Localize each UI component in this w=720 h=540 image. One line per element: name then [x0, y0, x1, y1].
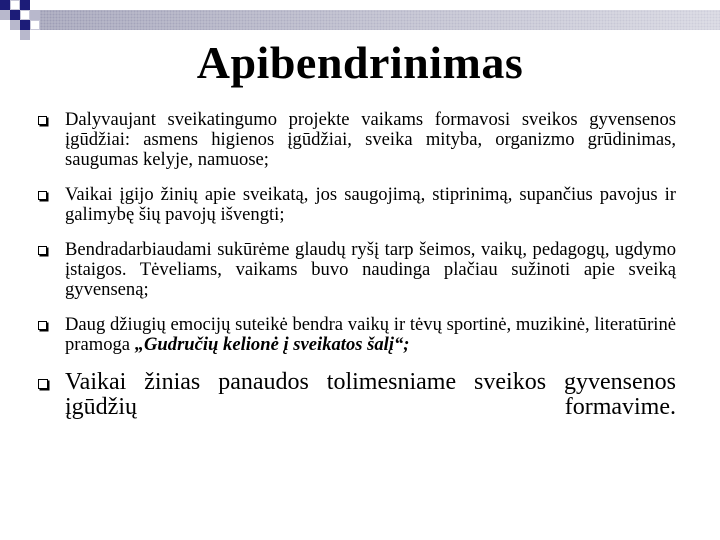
- hollow-square-icon: [38, 379, 48, 389]
- list-item: [36, 240, 676, 300]
- slide-title: Apibendrinimas: [196, 37, 524, 88]
- hollow-square-icon: [38, 321, 47, 330]
- list-item: [36, 185, 676, 225]
- bullet-text: Bendradarbiaudami sukūrėme glaudų ryšį tarp šeimos, vaikų, pedagogų, ugdymo įstaigos. Tėveliams, vaikams buvo naudinga plačiau sužinoti apie sveiką gyvenseną;: [65, 239, 676, 300]
- bullet-list: [36, 110, 676, 460]
- list-item: [36, 315, 676, 355]
- bullet-text: Vaikai žinias panaudos tolimesniame sveikos gyvensenos įgūdžių formavime.: [65, 369, 676, 420]
- list-item: [36, 110, 676, 170]
- bullet-text: [65, 314, 676, 355]
- list-item: [36, 370, 676, 445]
- hollow-square-icon: [38, 116, 47, 125]
- header-bar-shade: [40, 10, 720, 30]
- hollow-square-icon: [38, 246, 47, 255]
- bullet-text: Vaikai įgijo žinių apie sveikatą, jos saugojimą, stiprinimą, supančius pavojus ir galimybę šių pavojų išvengti;: [65, 184, 676, 225]
- bullet-text: Dalyvaujant sveikatingumo projekte vaikams formavosi sveikos gyvensenos įgūdžiai: asmens higienos įgūdžiai, sveika mityba, organizmo grūdinimas, saugumas kelyje, namuose;: [65, 109, 676, 170]
- bullet-text-plain: Daug džiugių emocijų suteikė bendra vaikų ir tėvų sportinė, muzikinė, literatūrinė pramoga: [65, 314, 676, 355]
- hollow-square-icon: [38, 191, 47, 200]
- event-name: „Gudručių kelionė į sveikatos šalį“;: [134, 334, 410, 355]
